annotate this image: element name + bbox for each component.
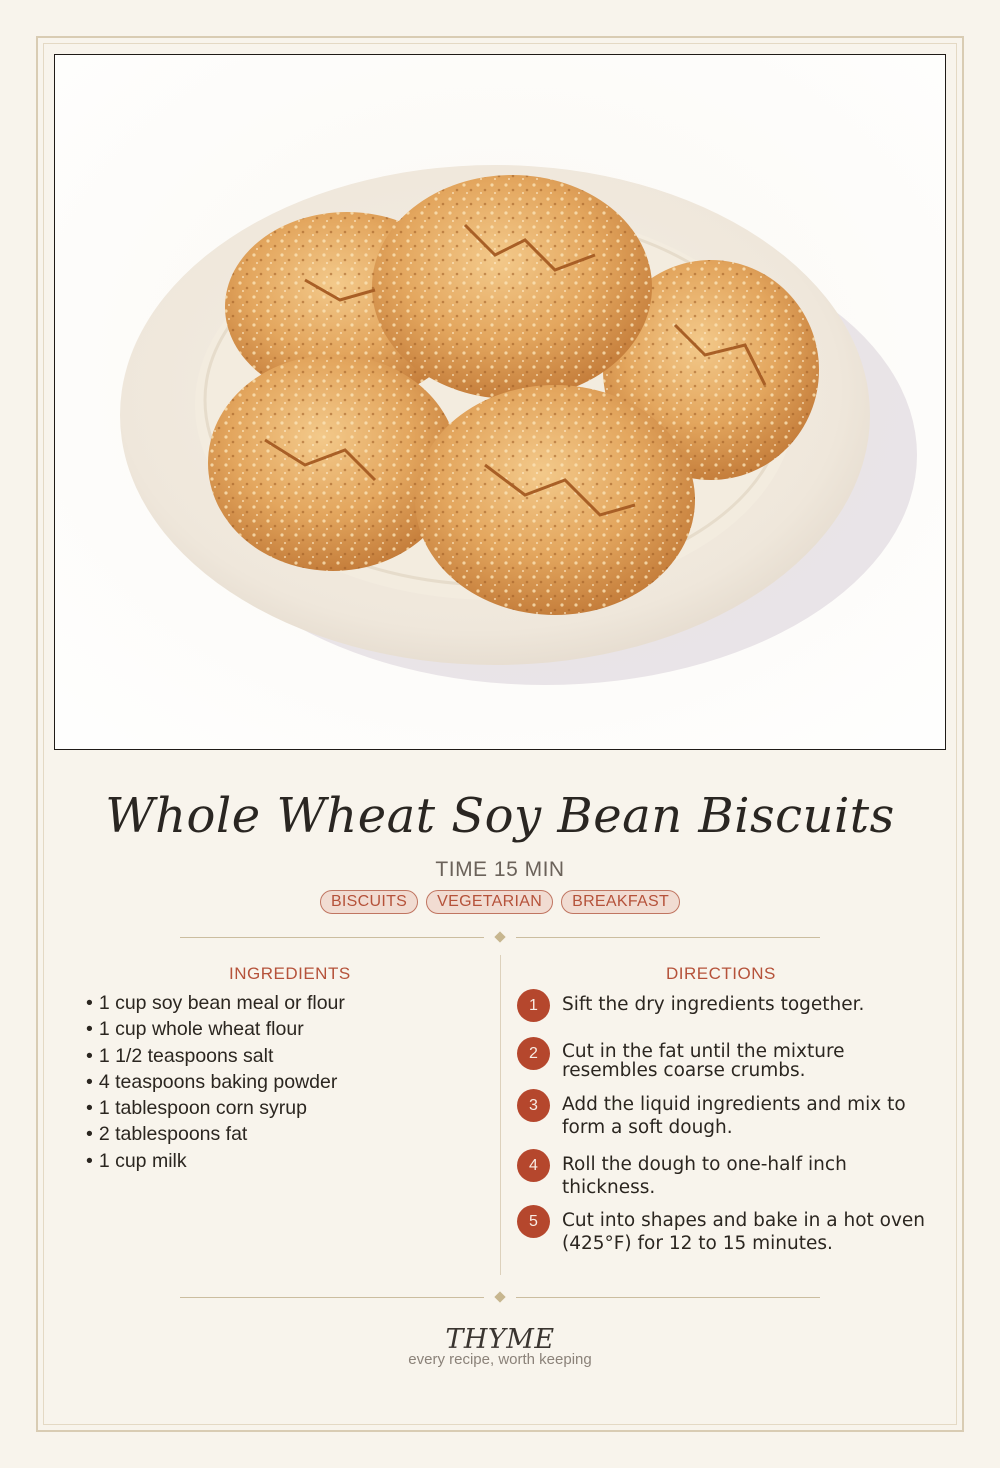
ingredient-item: • 1 cup soy bean meal or flour bbox=[86, 990, 345, 1016]
directions-heading: DIRECTIONS bbox=[666, 964, 776, 983]
tag-list bbox=[0, 890, 1000, 914]
brand-logo: THYME bbox=[445, 1324, 555, 1355]
ingredient-item: • 1 tablespoon corn syrup bbox=[86, 1095, 345, 1121]
step-text: Cut into shapes and bake in a hot oven (425°F) for 12 to 15 minutes. bbox=[562, 1210, 926, 1254]
brand-tagline: every recipe, worth keeping bbox=[408, 1351, 592, 1368]
tag-breakfast[interactable]: BREAKFAST bbox=[561, 890, 680, 914]
ingredient-item: • 1 cup milk bbox=[86, 1148, 345, 1174]
tag-biscuits[interactable]: BISCUITS bbox=[320, 890, 418, 914]
diamond-ornament-icon bbox=[494, 931, 505, 942]
diamond-ornament-icon bbox=[494, 1291, 505, 1302]
ingredient-item: • 4 teaspoons baking powder bbox=[86, 1069, 345, 1095]
divider-bottom bbox=[180, 1291, 820, 1305]
ingredient-item: • 1 cup whole wheat flour bbox=[86, 1016, 345, 1042]
step-number-badge: 3 bbox=[517, 1089, 550, 1122]
ingredients-list bbox=[86, 990, 345, 1174]
recipe-title: Whole Wheat Soy Bean Biscuits bbox=[105, 788, 895, 844]
step-number-badge: 1 bbox=[517, 989, 550, 1022]
ingredient-item: • 2 tablespoons fat bbox=[86, 1121, 345, 1147]
step-text: Roll the dough to one-half inch thickness. bbox=[562, 1154, 847, 1198]
recipe-photo bbox=[54, 54, 946, 750]
recipe-time: TIME 15 MIN bbox=[435, 858, 565, 881]
step-text: Sift the dry ingredients together. bbox=[562, 994, 865, 1015]
step-number-badge: 4 bbox=[517, 1149, 550, 1182]
step-text: Cut in the fat until the mixture resembles coarse crumbs. bbox=[562, 1041, 845, 1081]
tag-vegetarian[interactable]: VEGETARIAN bbox=[426, 890, 553, 914]
step-number-badge: 5 bbox=[517, 1205, 550, 1238]
ingredient-item: • 1 1/2 teaspoons salt bbox=[86, 1043, 345, 1069]
step-number-badge: 2 bbox=[517, 1037, 550, 1070]
ingredients-heading: INGREDIENTS bbox=[229, 964, 351, 983]
divider-top bbox=[180, 931, 820, 945]
column-divider bbox=[500, 955, 501, 1275]
step-text: Add the liquid ingredients and mix to form a soft dough. bbox=[562, 1094, 906, 1138]
